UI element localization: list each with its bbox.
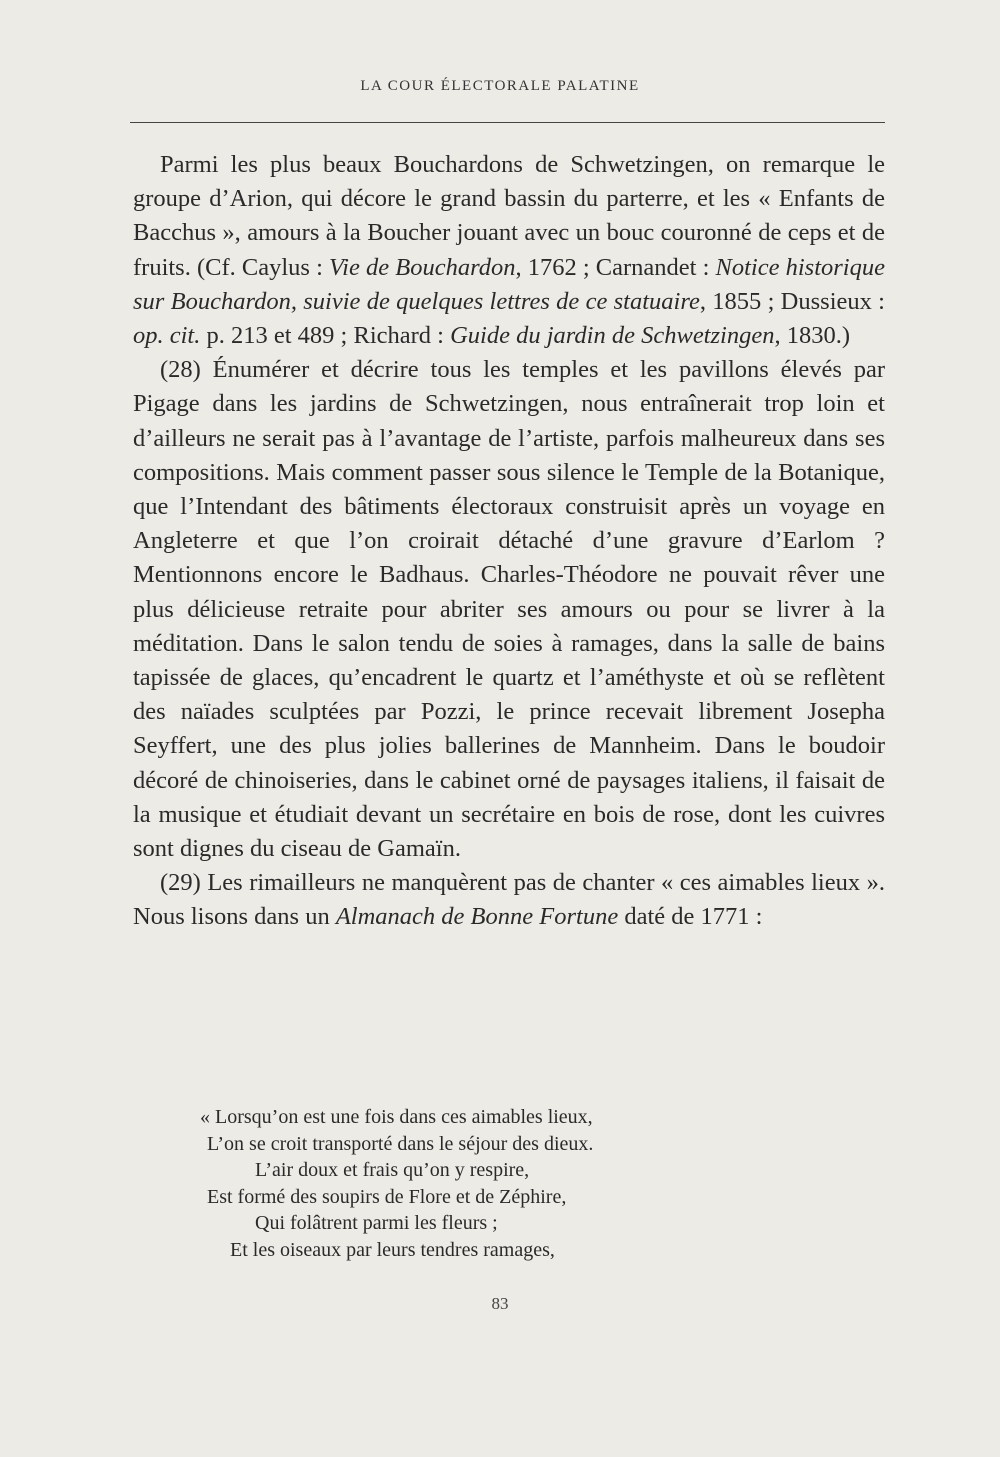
italic-title: Notice historique sur Bouchardon, suivie de quelques lettres de ce statuaire [133, 253, 885, 315]
verse-block [200, 1104, 760, 1264]
text-segment: p. 213 et 489 ; Richard : [200, 322, 451, 350]
verse-line: L’on se croit transporté dans le séjour des dieux. [207, 1132, 594, 1155]
paragraph-bouchardons [133, 148, 885, 353]
italic-title: Almanach de Bonne Fortune [335, 903, 619, 931]
page-number: 83 [491, 1294, 509, 1313]
verse-line: Qui folâtrent parmi les fleurs ; [255, 1212, 498, 1235]
italic-title: Guide du jardin de Schwetzingen [450, 322, 775, 350]
italic-title: Vie de Bouchardon [329, 253, 516, 281]
text-segment: (29) Les rimailleurs ne manquèrent pas de chanter « ces aimables lieux ». Nous lisons dans un [133, 869, 885, 931]
verse-line: L’air doux et frais qu’on y respire, [255, 1159, 530, 1182]
verse-line: Et les oiseaux par leurs tendres ramages, [230, 1238, 555, 1261]
paragraph-note-29 [133, 866, 885, 934]
text-segment: , 1762 ; Carnandet : [515, 253, 716, 281]
running-head: LA COUR ÉLECTORALE PALATINE [360, 78, 640, 94]
header-rule [130, 122, 885, 123]
verse-line: Est formé des soupirs de Flore et de Zéphire, [207, 1185, 567, 1208]
text-segment: , 1855 ; Dussieux : [699, 287, 885, 315]
text-segment: Parmi les plus beaux Bouchardons de Schwetzingen, on remarque le groupe d’Arion, qui décore le grand bassin du parterre, et les « Enfants de Bacchus », amours à la Boucher jouant avec un bouc couronné de ceps et de fruits. (Cf. Caylus : [133, 151, 885, 281]
text-segment: daté de 1771 : [618, 903, 763, 931]
body-text [133, 148, 885, 935]
text-segment: , 1830.) [774, 322, 851, 350]
text-segment: (28) Énumérer et décrire tous les temples et les pavillons élevés par Pigage dans les jardins de Schwetzingen, nous entraînerait trop loin et d’ailleurs ne serait pas à l’avantage de l’artiste, parfois malheureux dans ses compositions. Mais comment passer sous silence le Temple de la Botanique, que l’Intendant des bâtiments électoraux construisit après un voyage en Angleterre et que l’on croirait détaché d’une gravure d’Earlom ? Mentionnons encore le Badhaus. Charles-Théodore ne pouvait rêver une plus délicieuse retraite pour abriter ses amours ou pour se livrer à la méditation. Dans le salon tendu de soies à ramages, dans la salle de bains tapissée de glaces, qu’encadrent le quartz et l’améthyste et où se reflètent des naïades sculptées par Pozzi, le prince recevait librement Josepha Seyffert, une des plus jolies ballerines de Mannheim. Dans le boudoir décoré de chinoiseries, dans le cabinet orné de paysages italiens, il faisait de la musique et étudiait devant un secrétaire en bois de rose, dont les cuivres sont dignes du ciseau de Gamaïn. [133, 356, 885, 863]
italic-abbrev: op. cit. [133, 322, 201, 350]
verse-line: « Lorsqu’on est une fois dans ces aimables lieux, [200, 1106, 593, 1128]
paragraph-note-28 [133, 353, 885, 866]
